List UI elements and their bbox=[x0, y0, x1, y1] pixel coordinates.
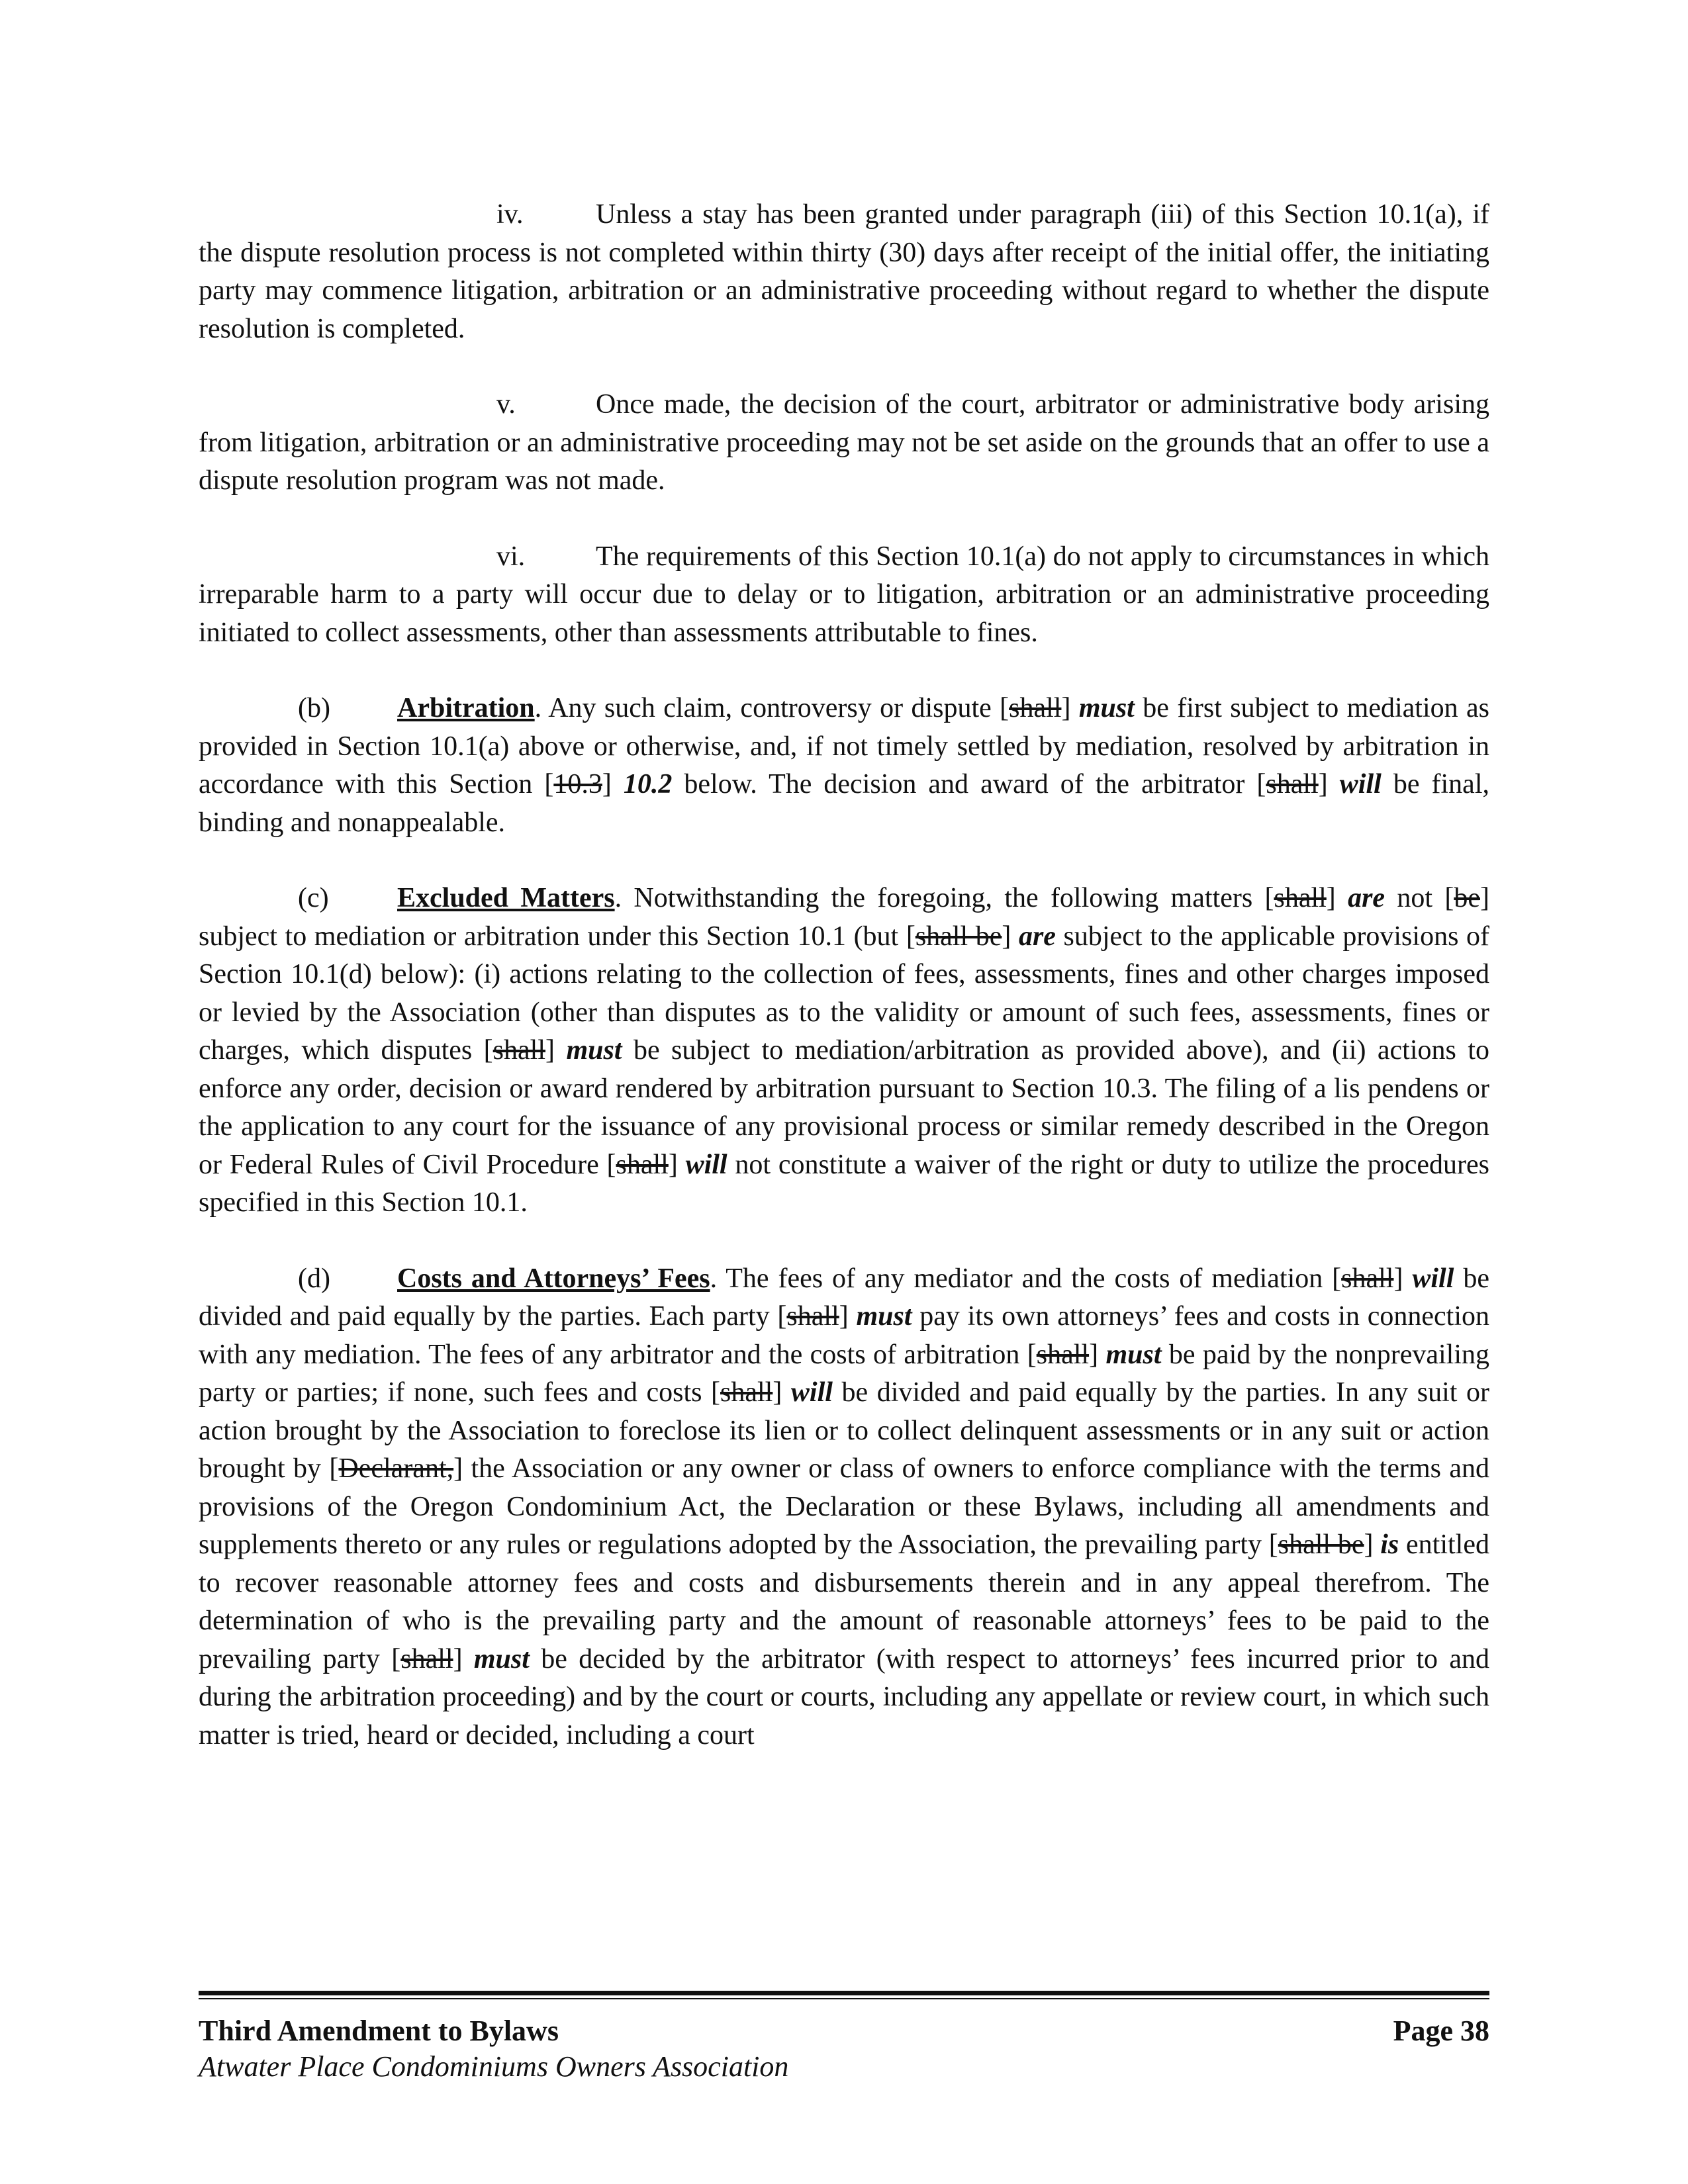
text-run: ] bbox=[1393, 1263, 1413, 1294]
text-run: ] bbox=[1002, 921, 1019, 952]
deleted-text: shall bbox=[1266, 769, 1319, 799]
inserted-text: will bbox=[1412, 1263, 1454, 1294]
text-run: not constitute a waiver of the right or duty to utilize the procedures specified in this Section 10.1. bbox=[199, 1149, 1489, 1218]
paragraph-text: Unless a stay has been granted under paragraph (iii) of this Section 10.1(a), if the dispute resolution process is not completed within thirty (30) days after receipt of the initial offer, the initiating party may commence litigation, arbitration or an administrative proceeding without regard to whether the dispute resolution is completed. bbox=[199, 199, 1489, 344]
text-run: be first subject to mediation as provided in Section 10.1(a) above or otherwise, and, if not timely settled by mediation, resolved by arbitration in accordance with this Section [ bbox=[199, 693, 1489, 799]
paragraph-number: (d) bbox=[298, 1263, 330, 1294]
text-run: . Notwithstanding the foregoing, the following matters [ bbox=[614, 883, 1274, 913]
deleted-text: shall be bbox=[1278, 1529, 1364, 1560]
text-run: . Any such claim, controversy or dispute [ bbox=[534, 693, 1009, 723]
deleted-text: shall bbox=[720, 1377, 773, 1408]
inserted-text: 10.2 bbox=[623, 769, 673, 799]
paragraph-number: v. bbox=[496, 389, 516, 420]
text-run: ] the Association or any owner or class of owners to enforce compliance with the terms and provisions of the Oregon Condominium Act, the Declaration or these Bylaws, including all amendments and supplements thereto or any rules or regulations adopted by the Association, the prevailing party [ bbox=[199, 1453, 1489, 1560]
text-run: entitled to recover reasonable attorney fees and costs and disbursements therein and in any appeal therefrom. The determination of who is the prevailing party and the amount of reasonable attorneys’ fees to be paid to the prevailing party [ bbox=[199, 1529, 1489, 1674]
text-run: ] bbox=[668, 1149, 686, 1180]
inserted-text: must bbox=[473, 1643, 530, 1674]
section-heading: Costs and Attorneys’ Fees bbox=[397, 1263, 710, 1294]
deleted-text: shall be bbox=[915, 921, 1002, 952]
page-footer bbox=[199, 1991, 1489, 2085]
text-run: be divided and paid equally by the parties. Each party [ bbox=[199, 1263, 1489, 1332]
text-run: ] bbox=[545, 1035, 567, 1066]
text-run: be divided and paid equally by the parties. In any suit or action brought by the Association to foreclose its lien or to collect delinquent assessments or in any suit or action brought by [ bbox=[199, 1377, 1489, 1484]
text-run: be decided by the arbitrator (with respect to attorneys’ fees incurred prior to and during the arbitration proceeding) and by the court or courts, including any appellate or review court, in which such matter is tried, heard or decided, including a court bbox=[199, 1643, 1489, 1751]
inserted-text: is bbox=[1380, 1529, 1399, 1560]
inserted-text: must bbox=[566, 1035, 622, 1066]
inserted-text: will bbox=[790, 1377, 833, 1408]
deleted-text: shall bbox=[400, 1643, 453, 1674]
text-run: subject to the applicable provisions of Section 10.1(d) below): (i) actions relating to the collection of fees, assessments, fines and other charges imposed or levied by the Association (other than disputes as to the validity or amount of such fees, assessments, fines or charges, which disputes [ bbox=[199, 921, 1489, 1066]
section-heading: Arbitration bbox=[397, 693, 535, 723]
inserted-text: must bbox=[1078, 693, 1135, 723]
deleted-text: be bbox=[1454, 883, 1480, 913]
footer-rule-thick bbox=[199, 1991, 1489, 1995]
footer-row bbox=[199, 2014, 1489, 2048]
text-run: ] subject to mediation or arbitration under this Section 10.1 (but [ bbox=[199, 883, 1489, 952]
deleted-text: shall bbox=[492, 1035, 545, 1066]
text-run: be subject to mediation/arbitration as provided above), and (ii) actions to enforce any order, decision or award rendered by arbitration pursuant to Section 10.3. The filing of a lis pendens or the application to any court for the issuance of any provisional process or similar remedy described in the Oregon or Federal Rules of Civil Procedure [ bbox=[199, 1035, 1489, 1180]
deleted-text: shall bbox=[1036, 1339, 1090, 1370]
text-run: ] bbox=[839, 1301, 857, 1332]
text-run: not [ bbox=[1385, 883, 1454, 913]
text-run: . The fees of any mediator and the costs of mediation [ bbox=[710, 1263, 1342, 1294]
paragraph-v bbox=[199, 386, 1489, 500]
inserted-text: must bbox=[1105, 1339, 1162, 1370]
deleted-text: shall bbox=[1009, 693, 1062, 723]
text-run: ] bbox=[1364, 1529, 1381, 1560]
footer-title: Third Amendment to Bylaws bbox=[199, 2015, 559, 2047]
text-run: ] bbox=[1089, 1339, 1106, 1370]
inserted-text: are bbox=[1348, 883, 1385, 913]
paragraph-number: (b) bbox=[298, 693, 330, 723]
inserted-text: will bbox=[1339, 769, 1382, 799]
text-run: ] bbox=[1318, 769, 1340, 799]
document-page bbox=[199, 196, 1489, 1792]
text-run: ] bbox=[1326, 883, 1348, 913]
paragraph-number: vi. bbox=[496, 541, 526, 572]
paragraph-vi bbox=[199, 538, 1489, 653]
footer-subtitle: Atwater Place Condominiums Owners Association bbox=[199, 2050, 789, 2083]
paragraph-text: Once made, the decision of the court, arbitrator or administrative body arising from litigation, arbitration or an administrative proceeding may not be set aside on the grounds that an offer to use a dispute resolution program was not made. bbox=[199, 389, 1489, 496]
paragraph-number: iv. bbox=[496, 199, 524, 230]
text-run: be paid by the nonprevailing party or parties; if none, such fees and costs [ bbox=[199, 1339, 1489, 1408]
text-run: pay its own attorneys’ fees and costs in connection with any mediation. The fees of any arbitrator and the costs of arbitration [ bbox=[199, 1301, 1489, 1370]
text-run: ] bbox=[602, 769, 624, 799]
deleted-text: shall bbox=[1274, 883, 1327, 913]
text-run: below. The decision and award of the arbitrator [ bbox=[672, 769, 1266, 799]
deleted-text: Declarant, bbox=[338, 1453, 454, 1484]
text-run: be final, binding and nonappealable. bbox=[199, 769, 1489, 838]
footer-rule-thin bbox=[199, 1998, 1489, 1999]
deleted-text: shall bbox=[616, 1149, 669, 1180]
text-run: ] bbox=[453, 1643, 474, 1674]
text-run: ] bbox=[773, 1377, 791, 1408]
deleted-text: 10.3 bbox=[553, 769, 602, 799]
deleted-text: shall bbox=[786, 1301, 839, 1332]
inserted-text: are bbox=[1018, 921, 1056, 952]
page-number: Page 38 bbox=[1393, 2015, 1489, 2047]
text-run: ] bbox=[1061, 693, 1079, 723]
inserted-text: will bbox=[685, 1149, 727, 1180]
deleted-text: shall bbox=[1341, 1263, 1394, 1294]
inserted-text: must bbox=[856, 1301, 912, 1332]
paragraph-b-arbitration bbox=[199, 690, 1489, 842]
section-heading: Excluded Matters bbox=[397, 883, 615, 913]
paragraph-number: (c) bbox=[298, 883, 329, 913]
paragraph-d-costs-fees bbox=[199, 1260, 1489, 1755]
paragraph-iv bbox=[199, 196, 1489, 348]
paragraph-c-excluded-matters bbox=[199, 880, 1489, 1222]
paragraph-text: The requirements of this Section 10.1(a) do not apply to circumstances in which irreparable harm to a party will occur due to delay or to litigation, arbitration or an administrative proceeding initiated to collect assessments, other than assessments attributable to fines. bbox=[199, 541, 1489, 648]
